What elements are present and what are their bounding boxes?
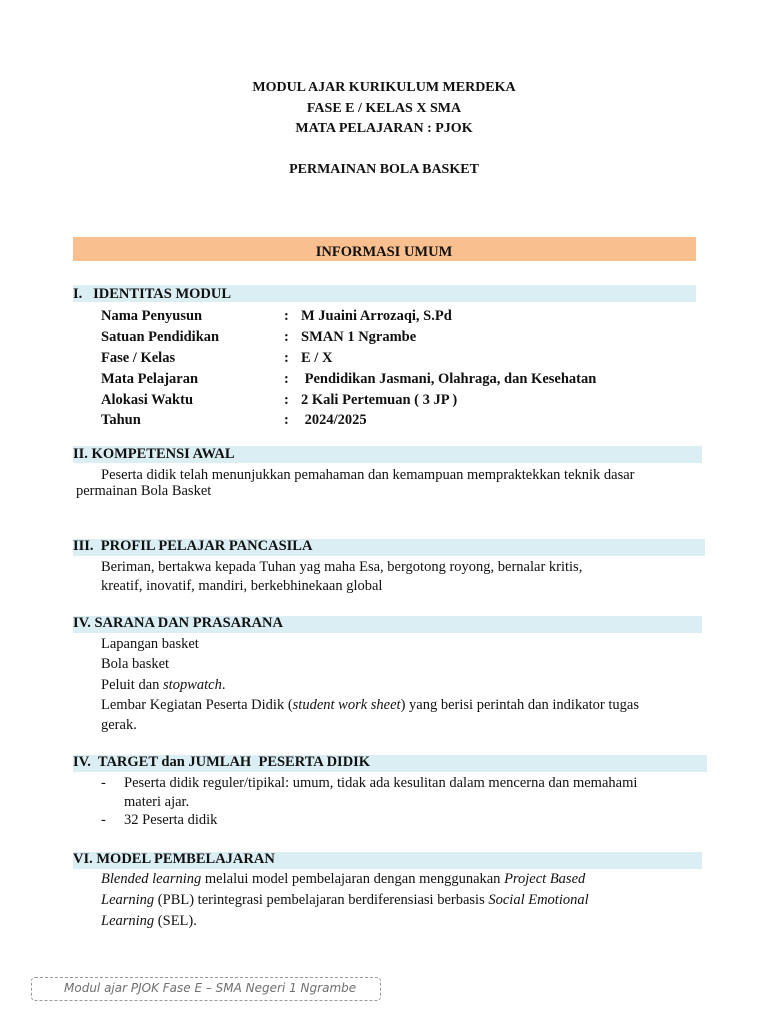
sarana-item-italic: stopwatch bbox=[163, 677, 222, 693]
identity-value: Pendidikan Jasmani, Olahraga, dan Kesehatan bbox=[301, 371, 597, 387]
target-item: 32 Peserta didik bbox=[124, 812, 218, 828]
dash-bullet: - bbox=[101, 812, 106, 828]
dash-bullet: - bbox=[101, 775, 106, 791]
sarana-item-text: ) yang berisi perintah dan indikator tugas bbox=[400, 697, 639, 713]
model-text-line3 bbox=[101, 913, 197, 930]
kompetensi-text-line1: Peserta didik telah menunjukkan pemahaman dan kemampuan mempraktekkan teknik dasar bbox=[101, 467, 635, 483]
model-text: melalui model pembelajaran dengan menggunakan bbox=[201, 871, 505, 887]
identity-label: Alokasi Waktu bbox=[101, 392, 194, 408]
footer-text: Modul ajar PJOK Fase E – SMA Negeri 1 Ngrambe bbox=[64, 981, 357, 995]
identity-row bbox=[101, 350, 332, 367]
identity-row bbox=[101, 371, 596, 388]
identity-label: Fase / Kelas bbox=[101, 350, 176, 366]
sarana-item bbox=[101, 677, 225, 694]
sarana-item bbox=[101, 697, 639, 714]
model-italic: Project Based bbox=[504, 871, 586, 887]
profil-text-line1: Beriman, bertakwa kepada Tuhan yag maha Esa, bergotong royong, bernalar kritis, bbox=[101, 559, 583, 575]
target-title: IV. TARGET dan JUMLAH PESERTA DIDIK bbox=[73, 754, 371, 770]
sarana-item-continuation: gerak. bbox=[101, 717, 137, 733]
colon: : bbox=[284, 392, 289, 408]
model-italic: Learning bbox=[101, 892, 155, 908]
phase-class: FASE E / KELAS X SMA bbox=[306, 101, 462, 116]
model-text: (PBL) terintegrasi pembelajaran berdiferensiasi berbasis bbox=[154, 892, 489, 908]
module-title: MODUL AJAR KURIKULUM MERDEKA bbox=[252, 80, 516, 95]
colon: : bbox=[284, 308, 289, 324]
model-italic: Social Emotional bbox=[488, 892, 589, 908]
identity-label: Satuan Pendidikan bbox=[101, 329, 220, 345]
identity-label: Nama Penyusun bbox=[101, 308, 203, 324]
model-text: (SEL). bbox=[154, 913, 197, 929]
colon: : bbox=[284, 350, 289, 366]
sarana-item-text: Lembar Kegiatan Peserta Didik ( bbox=[101, 697, 293, 713]
model-text-line2 bbox=[101, 892, 589, 909]
identity-value: E / X bbox=[301, 350, 333, 366]
model-italic: Learning bbox=[101, 913, 155, 929]
profil-title: III. PROFIL PELAJAR PANCASILA bbox=[73, 538, 313, 554]
identity-value: M Juaini Arrozaqi, S.Pd bbox=[301, 308, 452, 324]
identity-value: SMAN 1 Ngrambe bbox=[301, 329, 417, 345]
identity-label: Mata Pelajaran bbox=[101, 371, 199, 387]
identity-row bbox=[101, 308, 452, 325]
colon: : bbox=[284, 412, 289, 428]
identity-row bbox=[101, 412, 367, 429]
subject-line: MATA PELAJARAN : PJOK bbox=[295, 121, 473, 136]
sarana-title: IV. SARANA DAN PRASARANA bbox=[73, 615, 284, 631]
identity-value: 2024/2025 bbox=[301, 412, 367, 428]
sarana-item: Bola basket bbox=[101, 656, 170, 672]
identitas-title: I. IDENTITAS MODUL bbox=[73, 286, 232, 302]
colon: : bbox=[284, 371, 289, 387]
info-umum-title: INFORMASI UMUM bbox=[315, 244, 453, 260]
identity-label: Tahun bbox=[101, 412, 141, 428]
sarana-item-text: Peluit dan bbox=[101, 677, 164, 693]
sarana-item: Lapangan basket bbox=[101, 636, 199, 652]
sarana-item-italic: student work sheet bbox=[292, 697, 401, 713]
model-text-line1 bbox=[101, 871, 585, 888]
sarana-item-text: . bbox=[221, 677, 226, 693]
topic-title: PERMAINAN BOLA BASKET bbox=[289, 162, 479, 177]
target-item: Peserta didik reguler/tipikal: umum, tidak ada kesulitan dalam mencerna dan memahami bbox=[124, 775, 638, 791]
model-title: VI. MODEL PEMBELAJARAN bbox=[73, 851, 275, 867]
kompetensi-title: II. KOMPETENSI AWAL bbox=[73, 446, 235, 462]
identity-row bbox=[101, 392, 457, 409]
profil-text-line2: kreatif, inovatif, mandiri, berkebhinekaan global bbox=[101, 578, 383, 594]
colon: : bbox=[284, 329, 289, 345]
kompetensi-text-line2: permainan Bola Basket bbox=[76, 483, 212, 499]
target-item-continuation: materi ajar. bbox=[124, 794, 190, 810]
model-italic: Blended learning bbox=[101, 871, 202, 887]
identity-row bbox=[101, 329, 416, 346]
identity-value: 2 Kali Pertemuan ( 3 JP ) bbox=[301, 392, 458, 408]
